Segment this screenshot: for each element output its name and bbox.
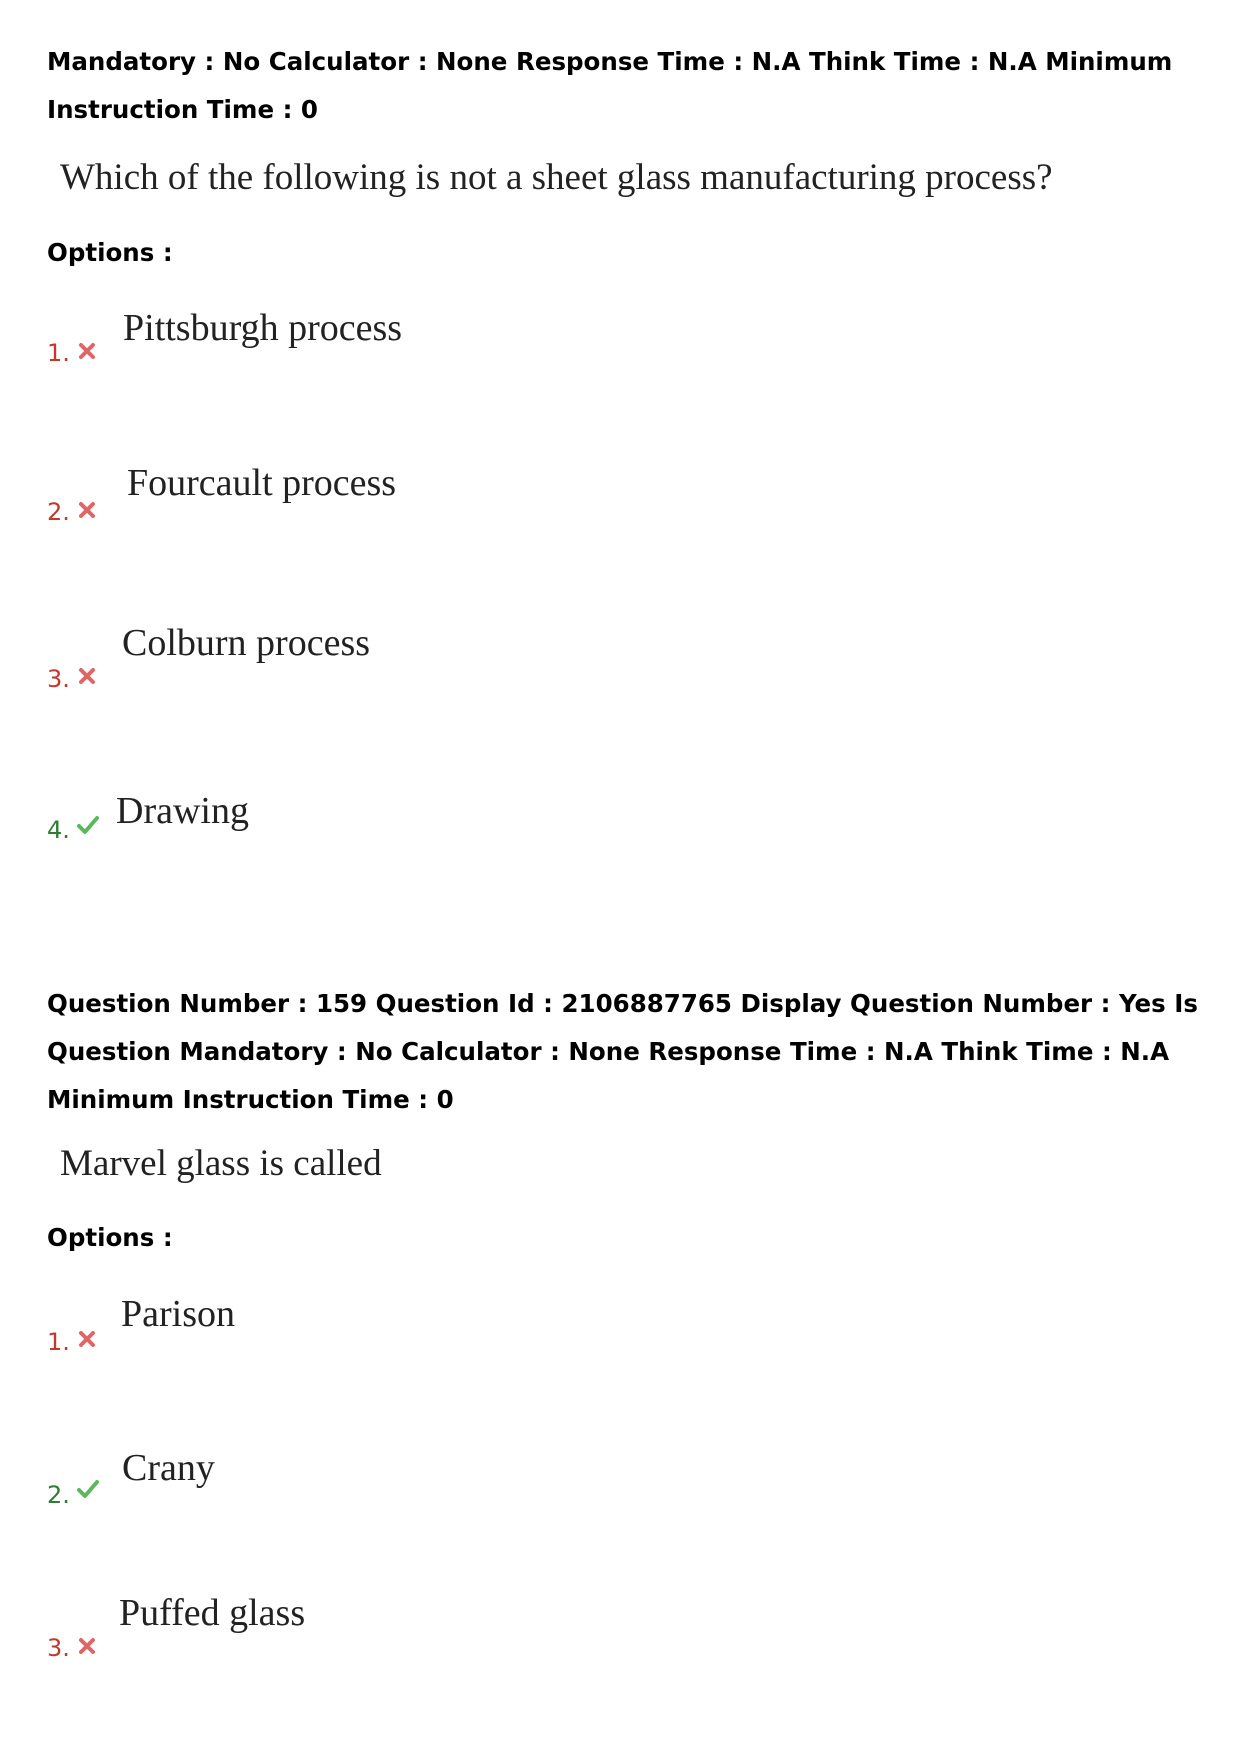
cross-icon <box>76 340 98 362</box>
option-item <box>0 460 1240 540</box>
option-number: 2. <box>47 498 70 526</box>
cross-icon <box>76 1328 98 1350</box>
option-text: Crany <box>122 1447 215 1489</box>
cross-icon <box>76 665 98 687</box>
question-text: Which of the following is not a sheet glass manufacturing process? <box>60 157 1053 198</box>
option-text: Parison <box>121 1293 235 1335</box>
question-meta: Question Number : 159 Question Id : 2106887765 Display Question Number : Yes Is Question Mandatory : No Calculator : None Response Time : N.A Think Time : N.A Minimum Instruction Time : 0 <box>47 989 1198 1114</box>
question-text: Marvel glass is called <box>60 1143 382 1184</box>
options-label: Options : <box>47 1223 173 1252</box>
option-item <box>0 1590 1240 1670</box>
option-item <box>0 1285 1240 1365</box>
option-number: 2. <box>47 1481 70 1509</box>
option-item <box>0 300 1240 380</box>
check-icon <box>76 814 100 836</box>
options-label: Options : <box>47 238 173 267</box>
option-text: Pittsburgh process <box>123 307 403 349</box>
option-item <box>0 620 1240 700</box>
option-number: 3. <box>47 1634 70 1662</box>
option-text: Drawing <box>116 790 249 832</box>
option-text: Colburn process <box>122 622 371 664</box>
option-number: 4. <box>47 816 70 844</box>
option-number: 1. <box>47 1328 70 1356</box>
cross-icon <box>76 499 98 521</box>
check-icon <box>76 1478 100 1500</box>
option-item <box>0 1445 1240 1525</box>
option-text: Fourcault process <box>127 462 397 504</box>
option-text: Puffed glass <box>119 1592 306 1634</box>
option-number: 1. <box>47 339 70 367</box>
question-meta: Mandatory : No Calculator : None Response Time : N.A Think Time : N.A Minimum Instruction Time : 0 <box>47 47 1173 124</box>
option-item <box>0 790 1240 870</box>
cross-icon <box>76 1635 98 1657</box>
option-number: 3. <box>47 665 70 693</box>
